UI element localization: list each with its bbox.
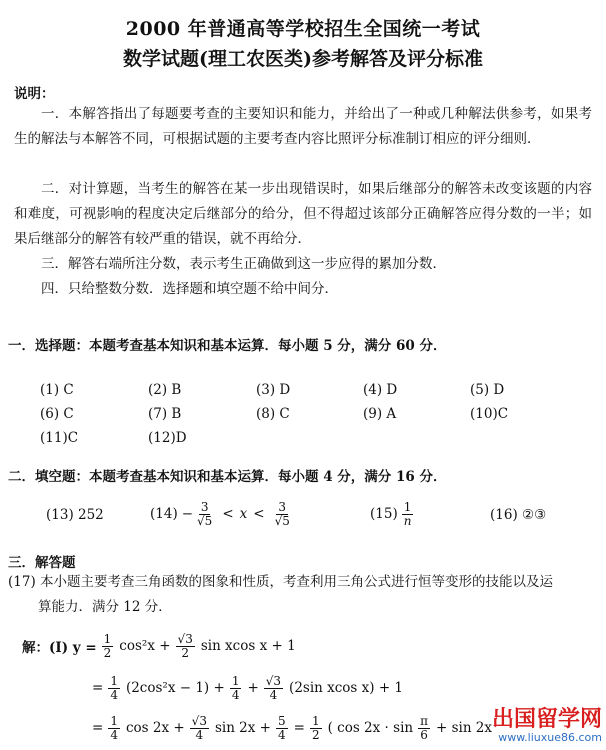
fraction-denominator: 4 xyxy=(269,687,278,702)
fraction xyxy=(310,715,325,742)
exam-title: 2000 年普通高等学校招生全国统一考试 xyxy=(125,18,481,40)
answer-item: (3) D xyxy=(256,382,291,398)
fraction xyxy=(176,633,198,660)
answer-item: (7) B xyxy=(148,406,182,422)
equals-sign: = xyxy=(92,680,104,696)
watermark-url: www.liuxue86.com xyxy=(498,731,602,744)
note-paragraph-3: 三．解答右端所注分数，表示考生正确做到这一步应得的累加分数． xyxy=(41,256,446,272)
fraction-numerator: 5 xyxy=(278,713,286,728)
fill-answer-16-text: (16) ②③ xyxy=(490,507,547,523)
fraction-numerator: 1 xyxy=(311,713,320,728)
fraction-numerator: 1 xyxy=(103,631,112,646)
fraction-numerator: √3 xyxy=(177,631,193,646)
fill-answer-14 xyxy=(150,494,294,534)
fraction-numerator: 3 xyxy=(200,499,209,514)
fraction xyxy=(190,715,212,742)
fraction xyxy=(108,675,123,702)
fraction-denominator: 4 xyxy=(110,687,118,702)
site-watermark xyxy=(492,702,602,744)
answer-item: (11)C xyxy=(40,430,79,446)
question-17-line2: 算能力．满分 12 分． xyxy=(38,599,172,615)
fraction xyxy=(273,501,292,528)
question-17-line1: (17) 本小题主要考查三角函数的图象和性质，考查利用三角公式进行恒等变形的技能以及运 xyxy=(8,574,554,590)
exam-subtitle: 数学试题(理工农医类)参考解答及评分标准 xyxy=(123,48,483,70)
fraction xyxy=(102,633,117,660)
fraction xyxy=(418,715,433,742)
solution-line-3 xyxy=(92,708,495,748)
answer-item: (12)D xyxy=(148,430,187,446)
term: cos 2x + xyxy=(125,720,185,736)
variable-x: x xyxy=(239,506,248,522)
solution-line-1 xyxy=(22,626,299,666)
section-fill-heading: 二．填空题：本题考查基本知识和基本运算．每小题 4 分，满分 16 分． xyxy=(8,469,447,485)
term: + xyxy=(247,680,259,696)
fraction-denominator: n xyxy=(403,513,412,528)
fraction-denominator: 4 xyxy=(110,727,118,742)
fraction-denominator: √5 xyxy=(197,513,213,528)
answer-item: (4) D xyxy=(363,382,398,398)
solution-line-2 xyxy=(92,668,406,708)
note-paragraph-1: 一．本解答指出了每题要考查的主要知识和能力，并给出了一种或几种解法供参考，如果考生的解法与本解答不同，可根据试题的主要考查内容比照评分标准制订相应的评分细则． xyxy=(14,106,592,147)
solution-label: 解：(Ⅰ) y = xyxy=(22,640,97,656)
fraction-numerator: π xyxy=(420,713,428,728)
answer-item: (5) D xyxy=(470,382,505,398)
fraction xyxy=(195,501,214,528)
term: (2cos²x − 1) + xyxy=(125,680,225,696)
fraction-numerator: 3 xyxy=(278,499,287,514)
section-solution-heading: 三．解答题 xyxy=(8,555,76,571)
term: sin 2x + xyxy=(214,720,271,736)
fraction-denominator: 4 xyxy=(278,727,286,742)
fraction-denominator: 2 xyxy=(181,645,189,660)
fill-answer-16 xyxy=(490,498,546,532)
answer-item: (6) C xyxy=(40,406,74,422)
fraction-numerator: √3 xyxy=(191,713,207,728)
equals-sign: = xyxy=(293,720,305,736)
fraction xyxy=(108,715,123,742)
fill-answer-15-label: (15) xyxy=(370,506,398,522)
term: (2sin xcos x) + 1 xyxy=(289,680,404,696)
notes-label: 说明： xyxy=(14,86,55,102)
fraction-numerator: 1 xyxy=(231,673,240,688)
fraction xyxy=(264,675,286,702)
term: cos²x + xyxy=(119,638,171,654)
term: sin xcos x + 1 xyxy=(200,638,296,654)
fraction-denominator: √5 xyxy=(274,513,290,528)
answer-item: (2) B xyxy=(148,382,182,398)
fraction-denominator: 4 xyxy=(195,727,204,742)
fraction-denominator: 2 xyxy=(103,645,112,660)
fraction-numerator: 1 xyxy=(110,713,118,728)
note-paragraph-4: 四．只给整数分数．选择题和填空题不给中间分． xyxy=(41,281,338,297)
fraction xyxy=(402,501,414,528)
less-than: < xyxy=(222,506,234,522)
fraction-numerator: 1 xyxy=(403,499,412,514)
fraction xyxy=(276,715,291,742)
fraction-numerator: 1 xyxy=(110,673,118,688)
minus-sign: − xyxy=(181,506,194,522)
answer-item: (10)C xyxy=(470,406,509,422)
fill-answer-15 xyxy=(370,494,415,534)
fraction-denominator: 4 xyxy=(231,687,240,702)
fraction-denominator: 2 xyxy=(311,727,320,742)
section-choice-heading: 一．选择题：本题考查基本知识和基本运算．每小题 5 分，满分 60 分． xyxy=(8,338,447,354)
less-than: < xyxy=(253,506,265,522)
answer-item: (9) A xyxy=(363,406,397,422)
question-17-description xyxy=(8,570,598,620)
fraction-numerator: √3 xyxy=(265,673,282,688)
note-paragraph-2: 二．对计算题，当考生的解答在某一步出现错误时，如果后继部分的解答未改变该题的内容和难度，可视影响的程度决定后继部分的给分，但不得超过该部分正确解答应得分数的一半；如果后继部分的解答有较严重的错误，就不再给分． xyxy=(14,181,592,247)
fill-answer-13 xyxy=(46,498,104,532)
equals-sign: = xyxy=(92,720,104,736)
fraction xyxy=(230,675,245,702)
term: ( cos 2x · sin xyxy=(327,720,414,736)
fill-answer-13-text: (13) 252 xyxy=(46,507,104,523)
fraction-denominator: 6 xyxy=(420,727,428,742)
watermark-text: 出国留学网 xyxy=(491,707,602,732)
fill-answer-14-label: (14) xyxy=(150,506,178,522)
answer-item: (1) C xyxy=(40,382,74,398)
answer-item: (8) C xyxy=(256,406,290,422)
term: + sin 2x xyxy=(435,720,493,736)
